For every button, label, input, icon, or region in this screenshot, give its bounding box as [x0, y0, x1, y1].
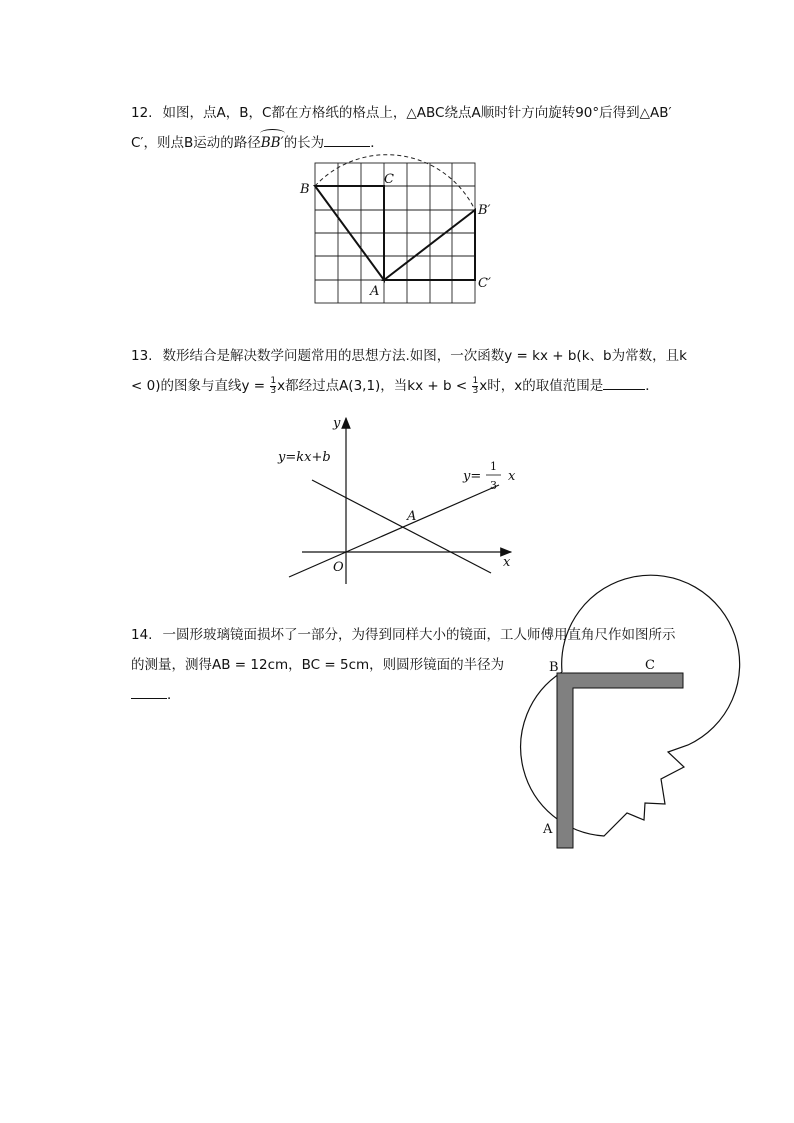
q13-text-line2-c: x时，x的取值范围是 [479, 378, 604, 394]
q14-number: 14. [131, 627, 153, 643]
q14-period: ． [167, 687, 181, 703]
q13-period: ． [645, 378, 659, 394]
label-c: C [384, 172, 394, 187]
q14-text-line1: 一圆形玻璃镜面损坏了一部分，为得到同样大小的镜面，工人师傅用直角尺作如图所示 [162, 627, 676, 643]
q13-fraction-1: $\frac{1}{3}$ [270, 375, 277, 396]
label-c-prime: C′ [478, 276, 491, 291]
q13-text-line2-b: x都经过点A(3,1)，当kx + b < [277, 378, 472, 394]
label-a: A [370, 284, 380, 299]
label-line-third-x-num: 1 [490, 460, 497, 473]
q12-number: 12. [131, 105, 153, 121]
label-b: B [300, 182, 310, 197]
q13-fraction-2: $\frac{1}{3}$ [472, 375, 479, 396]
q13-number: 13. [131, 348, 153, 364]
q14-text-line2: 的测量，测得AB = 12cm，BC = 5cm，则圆形镜面的半径为 [131, 657, 505, 673]
label-origin: O [333, 560, 344, 575]
q13-text-line1: 数形结合是解决数学问题常用的思想方法.如图，一次函数y = kx + b(k、b为常数，且k [162, 348, 687, 364]
q12-text-line2-pre: C′，则点B运动的路径 [131, 135, 261, 151]
label-line-third-x-post: x [508, 469, 516, 484]
label-b-prime: B′ [478, 203, 491, 218]
label-line-third-x-den: 3 [490, 479, 497, 492]
right-angle-ruler [557, 673, 683, 848]
label-y-axis: y [333, 416, 341, 431]
label-c: C [645, 658, 655, 673]
q12-text-line2-post: 的长为 [283, 135, 325, 151]
label-point-a: A [407, 509, 417, 524]
broken-mirror-outline [521, 575, 740, 836]
q12-period: ． [370, 135, 384, 151]
q12-arc-label: BB′ [261, 128, 284, 158]
label-b: B [549, 660, 559, 675]
label-a: A [543, 822, 553, 837]
q13-text-line2-a: < 0)的图象与直线y = [131, 378, 270, 394]
q12-text-line1: 如图，点A，B，C都在方格纸的格点上，△ABC绕点A顺时针方向旋转90°后得到△AB′ [162, 105, 672, 121]
label-line-kx-b: y=kx+b [278, 450, 331, 465]
label-x-axis: x [503, 555, 511, 570]
label-line-third-x-pre: y= [463, 469, 482, 484]
